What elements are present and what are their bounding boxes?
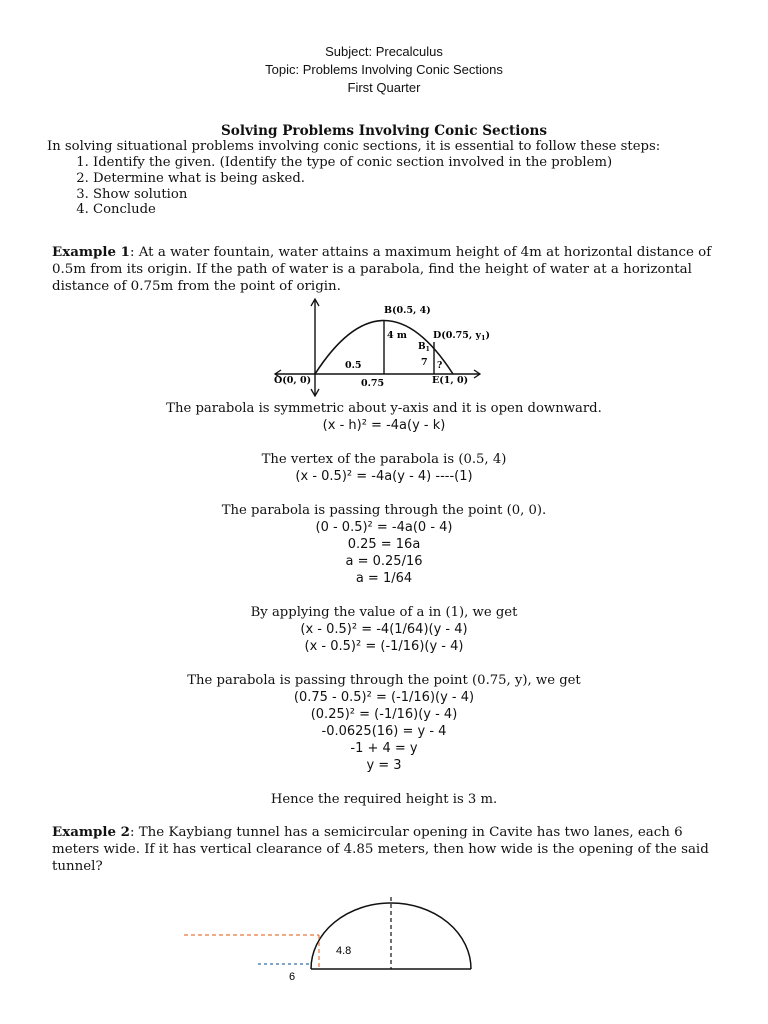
example1-problem	[52, 244, 722, 295]
solution-line: The parabola is passing through the point (0, 0).	[221, 503, 547, 518]
half-label: 0.5	[345, 360, 362, 371]
lane-width-label: 6	[289, 971, 296, 983]
example1-text: : At a water fountain, water attains a maximum height of 4m at horizontal distance of 0.5m from its origin. If the path of water is a parabola, find the height of water at a horizontal distance of 0.75m from the point of origin.	[52, 245, 712, 294]
equation-line: (0.25)² = (-1/16)(y - 4)	[310, 707, 458, 722]
end-label: E(1, 0)	[432, 375, 469, 386]
equation-line: a = 1/64	[355, 571, 413, 586]
three-quarter-label: 0.75	[361, 378, 385, 389]
subject-line: Subject: Precalculus	[325, 44, 443, 59]
vertex-label: B(0.5, 4)	[384, 305, 431, 316]
conclusion-line: Hence the required height is 3 m.	[270, 792, 498, 807]
equation-line: a = 0.25/16	[345, 554, 423, 569]
solution-line: The parabola is passing through the point (0.75, y), we get	[187, 673, 581, 688]
point-d-label: D(0.75, $y_1$)	[433, 330, 491, 342]
topic-line: Topic: Problems Involving Conic Sections	[265, 62, 503, 77]
question-label: ?	[437, 361, 443, 371]
b1-label: $B_1$	[418, 342, 430, 353]
equation-line: (0 - 0.5)² = -4a(0 - 4)	[315, 520, 453, 535]
origin-label: O(0, 0)	[274, 375, 312, 386]
equation-line: (x - 0.5)² = -4a(y - 4) ----(1)	[295, 469, 473, 484]
step-item: 2. Determine what is being asked.	[93, 171, 612, 187]
solution-line: The vertex of the parabola is (0.5, 4)	[261, 452, 507, 467]
step-item: 1. Identify the given. (Identify the type of conic section involved in the problem)	[93, 155, 612, 171]
equation-line: (x - 0.5)² = (-1/16)(y - 4)	[304, 639, 464, 654]
example2-problem	[52, 824, 722, 875]
equation-line: -1 + 4 = y	[350, 741, 418, 756]
solution-line: By applying the value of a in (1), we get	[250, 605, 518, 620]
seven-label: 7	[421, 357, 428, 368]
solution-line: The parabola is symmetric about y-axis and it is open downward.	[166, 401, 602, 416]
section-intro: In solving situational problems involving conic sections, it is essential to follow these steps:	[47, 139, 661, 154]
section-title: Solving Problems Involving Conic Sections	[220, 123, 548, 139]
example2-text: : The Kaybiang tunnel has a semicircular opening in Cavite has two lanes, each 6 meters wide. If it has vertical clearance of 4.85 meters, then how wide is the opening of the said tunnel?	[52, 825, 709, 874]
example1-label: Example 1	[52, 244, 130, 260]
step-item: 3. Show solution	[93, 187, 612, 203]
example2-figure	[178, 893, 478, 985]
steps-list	[70, 155, 612, 218]
height-label: 4 m	[387, 330, 407, 341]
equation-line: (x - h)² = -4a(y - k)	[322, 418, 446, 433]
clearance-label: 4.8	[336, 945, 352, 957]
equation-line: y = 3	[366, 758, 402, 773]
equation-line: (0.75 - 0.5)² = (-1/16)(y - 4)	[293, 690, 475, 705]
example2-label: Example 2	[52, 824, 130, 840]
step-item: 4. Conclude	[93, 202, 612, 218]
example1-figure	[268, 297, 508, 397]
quarter-line: First Quarter	[347, 80, 421, 95]
equation-line: (x - 0.5)² = -4(1/64)(y - 4)	[300, 622, 468, 637]
equation-line: 0.25 = 16a	[347, 537, 421, 552]
equation-line: -0.0625(16) = y - 4	[321, 724, 447, 739]
